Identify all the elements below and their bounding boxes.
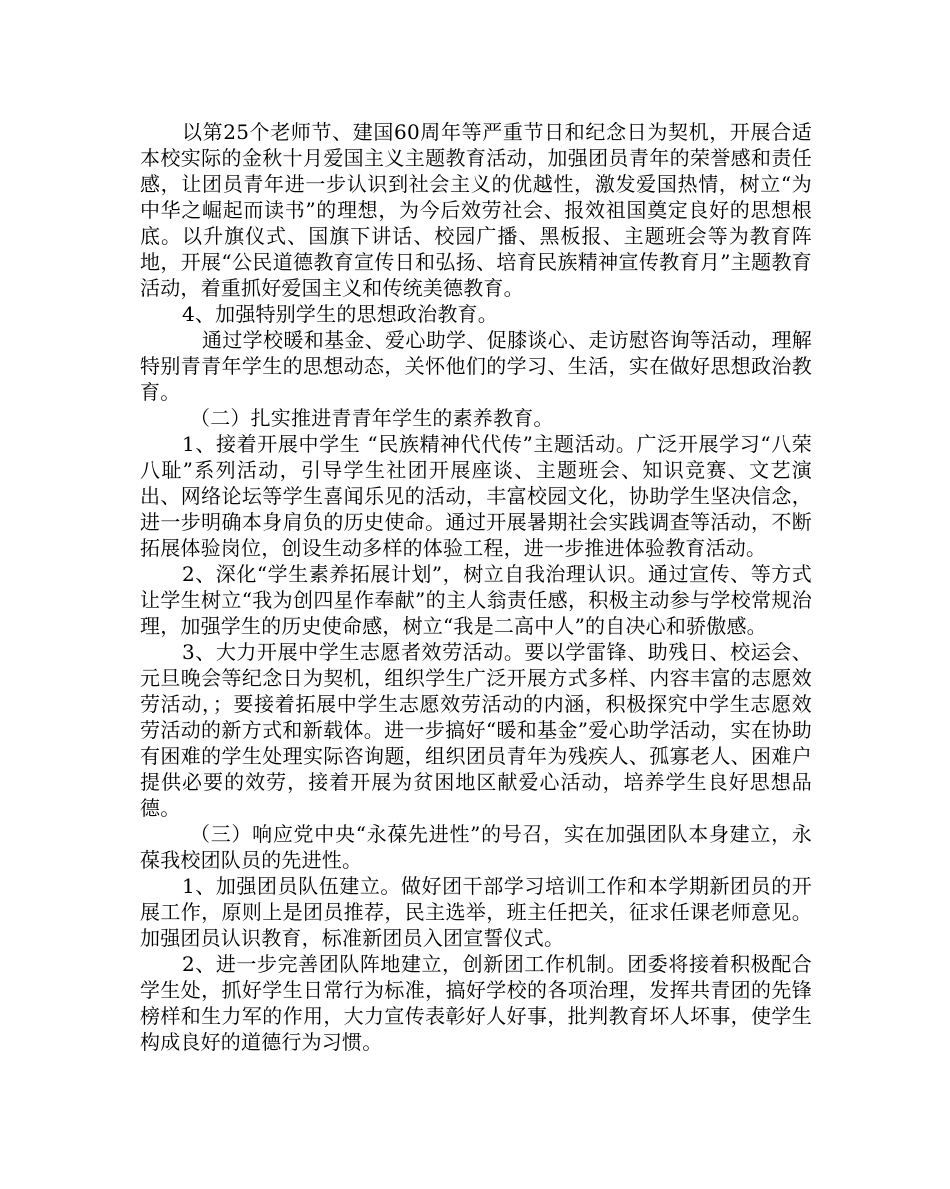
heading-special-students: 4、加强特别学生的思想政治教育。 bbox=[182, 302, 498, 326]
section-heading-quality-education: （二）扎实推进青青年学生的素养教育。 bbox=[190, 406, 554, 430]
paragraph-member-team: 1、加强团员队伍建立。做好团干部学习培训工作和本学期新团员的开展工作，原则上是团员推荐，民主选举，班主任把关，征求任课老师意见。加强团员认识教育，标准新团员入团宣誓仪式。 bbox=[140, 874, 812, 950]
document-body bbox=[140, 119, 812, 1055]
paragraph-national-spirit: 1、接着开展中学生 “民族精神代代传”主题活动。广泛开展学习“八荣八耻”系列活动，引导学生社团开展座谈、主题班会、知识竞赛、文艺演出、网络论坛等学生喜闻乐见的活动，丰富校园文化，协助学生坚决信念，进一步明确本身肩负的历史使命。通过开展暑期社会实践调查等活动，不断拓展体验岗位，创设生动多样的体验工程，进一步推进体验教育活动。 bbox=[140, 432, 812, 560]
paragraph-quality-expansion: 2、深化“学生素养拓展计划”，树立自我治理认识。通过宣传、等方式让学生树立“我为创四星作奉献”的主人翁责任感，积极主动参与学校常规治理，加强学生的历史使命感，树立“我是二高中人”的自决心和骄傲感。 bbox=[140, 562, 812, 638]
section-heading-team-building: （三）响应党中央“永葆先进性”的号召，实在加强团队本身建立，永葆我校团队员的先进性。 bbox=[140, 822, 812, 872]
paragraph-patriotic-education: 以第25个老师节、建国60周年等严重节日和纪念日为契机，开展合适本校实际的金秋十月爱国主义主题教育活动，加强团员青年的荣誉感和责任感，让团员青年进一步认识到社会主义的优越性，激发爱国热情，树立“为中华之崛起而读书”的理想，为今后效劳社会、报效祖国奠定良好的思想根底。以升旗仪式、国旗下讲话、校园广播、黑板报、主题班会等为教育阵地，开展“公民道德教育宣传日和弘扬、培育民族精神宣传教育月”主题教育活动，着重抓好爱国主义和传统美德教育。 bbox=[140, 120, 812, 300]
paragraph-volunteer-service: 3、大力开展中学生志愿者效劳活动。要以学雷锋、助残日、校运会、元旦晚会等纪念日为契机，组织学生广泛开展方式多样、内容丰富的志愿效劳活动，；要接着拓展中学生志愿效劳活动的内涵，积极探究中学生志愿效劳活动的新方式和新载体。进一步搞好“暖和基金”爱心助学活动，实在协助有困难的学生处理实际咨询题，组织团员青年为残疾人、孤寡老人、困难户提供必要的效劳，接着开展为贫困地区献爱心活动，培养学生良好思想品德。 bbox=[140, 640, 812, 820]
paragraph-team-mechanism: 2、进一步完善团队阵地建立，创新团工作机制。团委将接着积极配合学生处，抓好学生日常行为标准，搞好学校的各项治理，发挥共青团的先锋榜样和生力军的作用，大力宣传表彰好人好事，批判教育坏人坏事，使学生构成良好的道德行为习惯。 bbox=[140, 952, 812, 1054]
paragraph-special-students: 通过学校暖和基金、爱心助学、促膝谈心、走访慰咨询等活动，理解特别青青年学生的思想动态，关怀他们的学习、生活，实在做好思想政治教育。 bbox=[140, 328, 812, 404]
